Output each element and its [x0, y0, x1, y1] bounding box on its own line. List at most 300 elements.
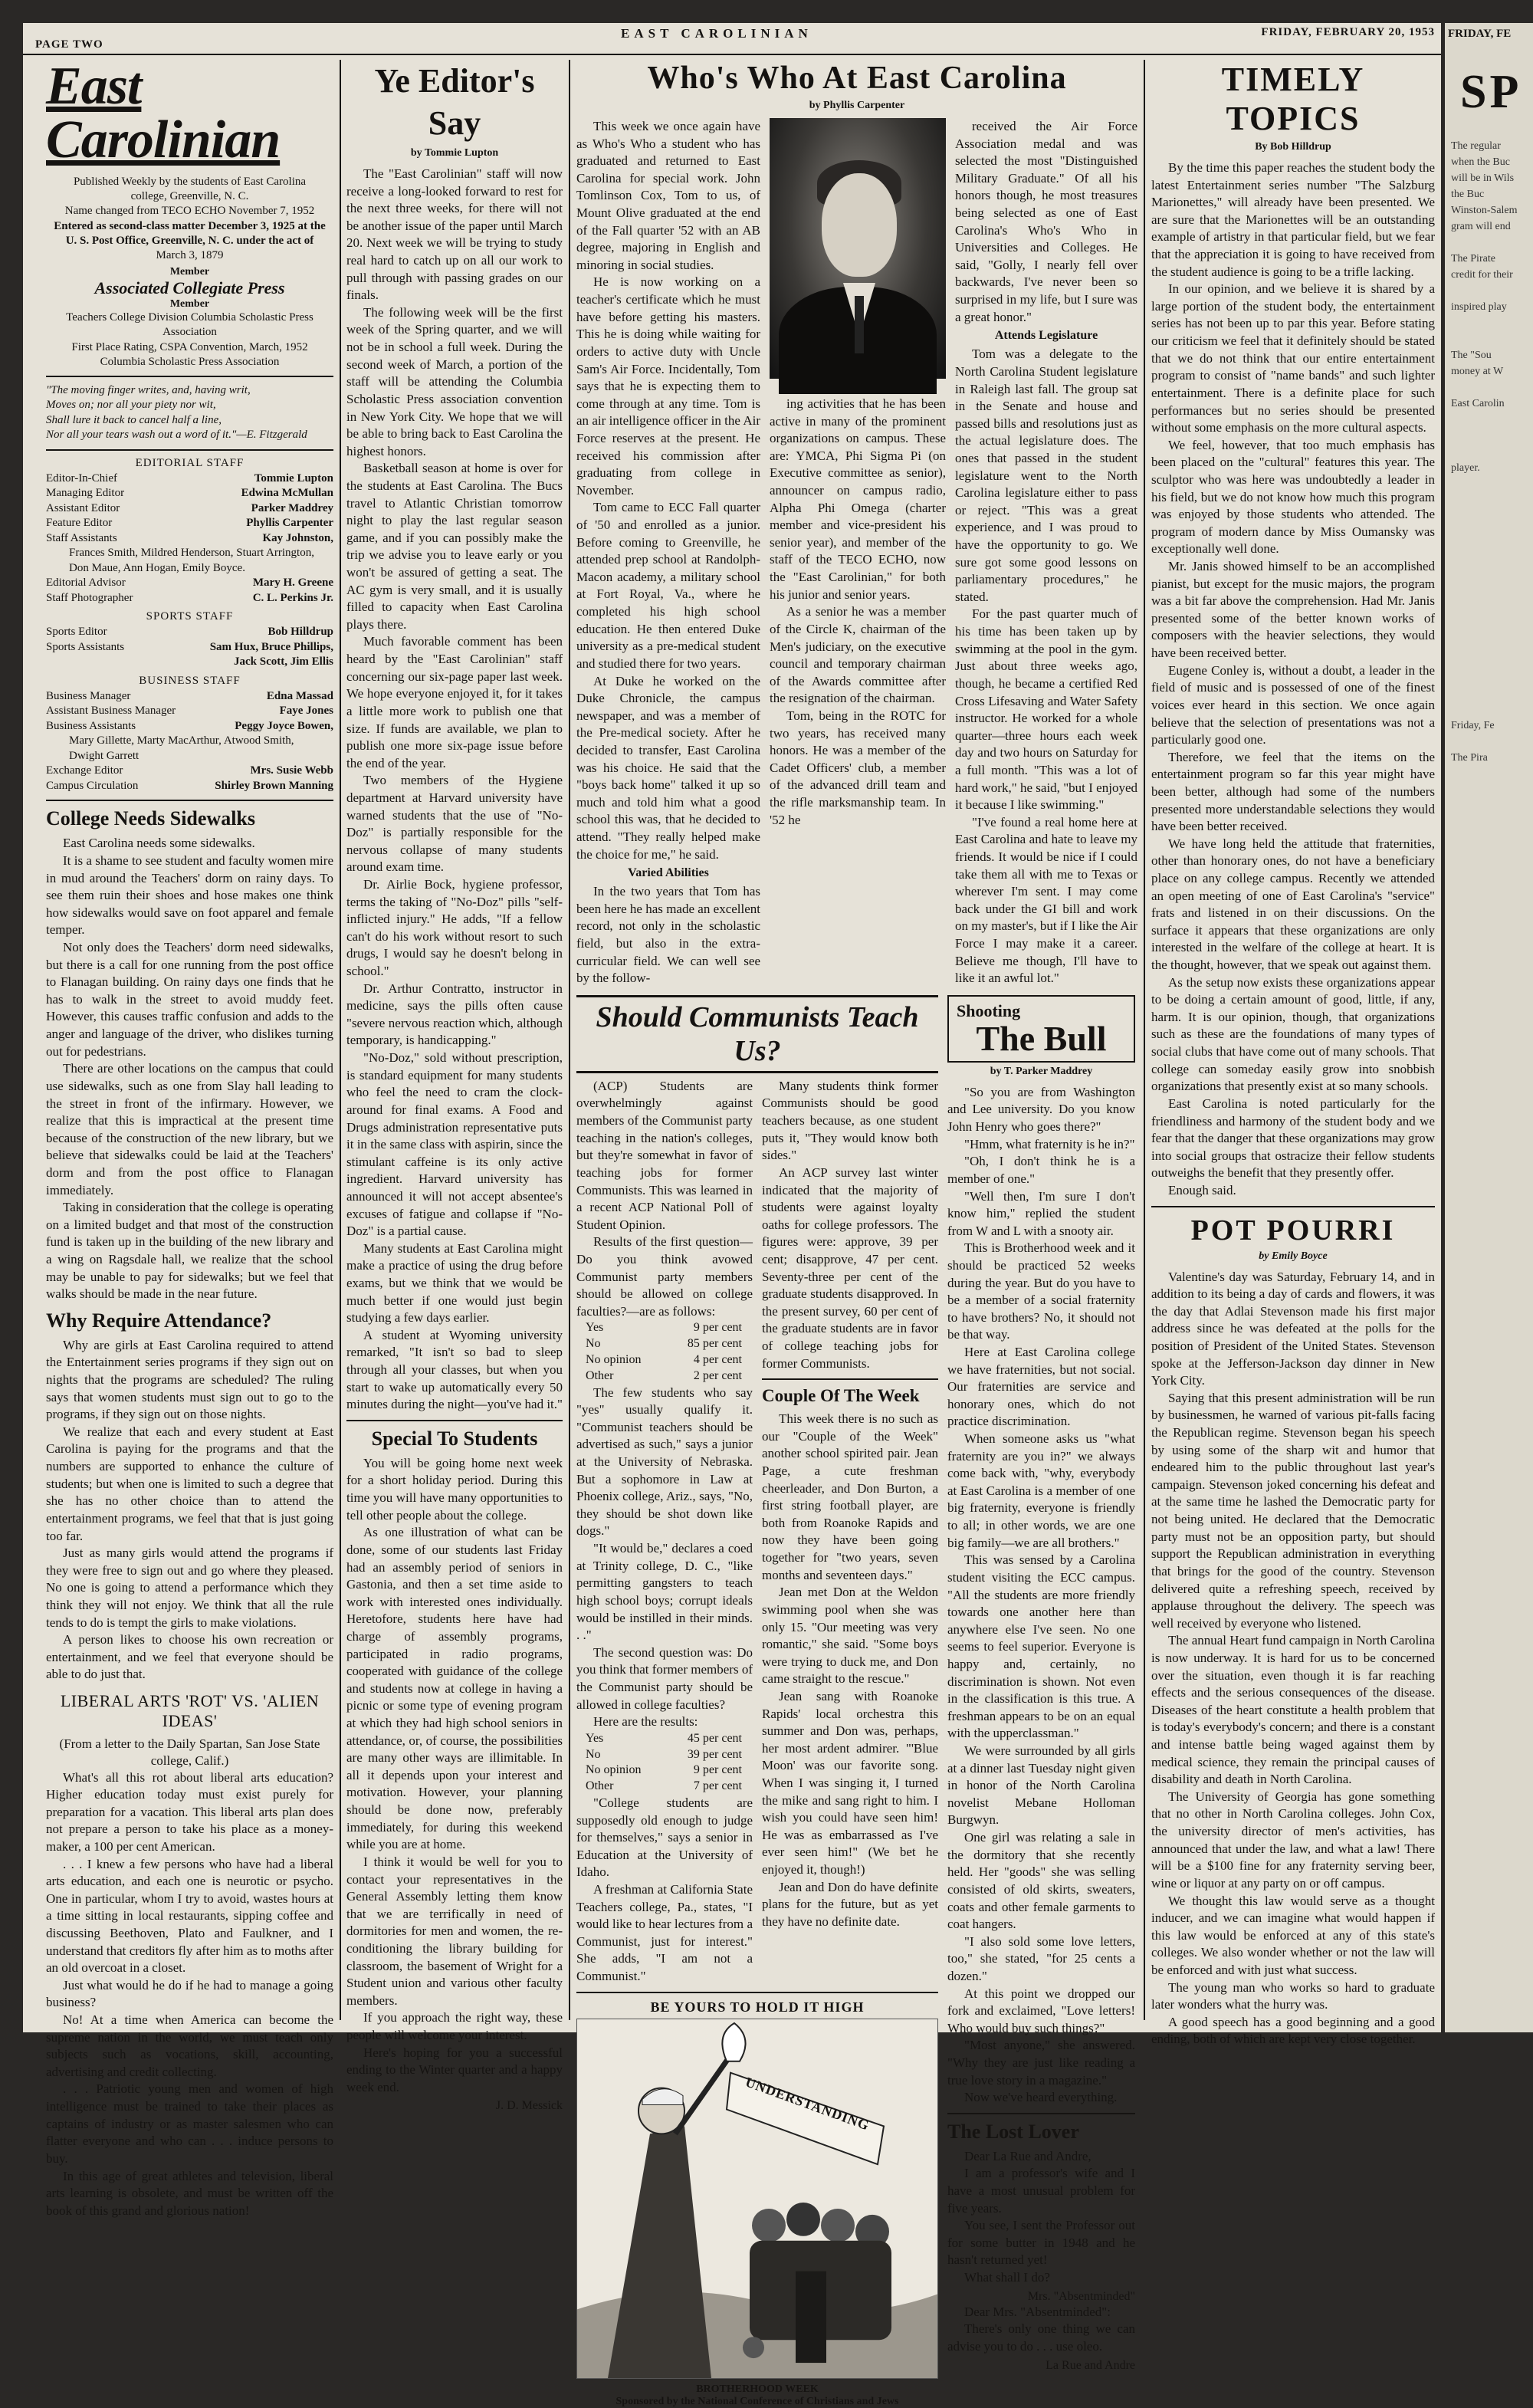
- quote-line: Shall lure it back to cancel half a line,: [46, 413, 222, 426]
- liberal-arts-paragraph: No! At a time when America can become the supreme nation in the world, we must teach only subjects such as vocations, skill, accounting, advertising and credit collecting.: [46, 2012, 333, 2079]
- poll-row: [586, 1368, 753, 1385]
- staff-row: [46, 516, 333, 531]
- editor-paragraph: The following week will be the first week of the Spring quarter, and we will not be in school a full week. During the second week of March, a portion of the staff will be attending the Columbia Scholastic Press association convention in New York City. We hope that we will be able to bring back to East Carolina the highest honors.: [346, 304, 563, 458]
- cartoon-sponsor: Sponsored by the National Conference of Christians and Jews: [615, 2395, 899, 2407]
- staff-role: Assistant Editor: [46, 501, 120, 514]
- running-title: EAST CAROLINIAN: [621, 26, 812, 41]
- staff-row: [46, 591, 333, 606]
- special-paragraph: I think it would be well for you to contact your representatives in the General Assembly letting them know that we are terrifically in need of dormitories for men and women, the re-conditioning the library building for classroom, the basement of Wright for a Student union and various other faculty members.: [346, 1854, 563, 2008]
- adjacent-page-line: [1451, 573, 1528, 589]
- adjacent-page-line: [1451, 508, 1528, 524]
- special-paragraph: As one illustration of what can be done, some of our students last Friday had an assembly period of seniors in Gastonia, and then a set time aside to work with interested ones individually. Heretofore, students here have had charge of assembly programs, participated in radio programs, cooperated with guidance of the college and students now at college in having a picnic or some type of evening program at which they had high school seniors in attendance, or, of course, the possibilities are many other ways are illimitable. In all it depends upon your interest and motivation. However, your planning should be done now, preferably immediately, for during this weekend while you are at home.: [346, 1525, 563, 1852]
- sidewalks-paragraph: It is a shame to see student and faculty women mire in mud around the Teachers' dorm on rainy days. To see them ruin their shoes and hose makes one think how sidewalks would save on foot apparel and female temper.: [46, 852, 333, 938]
- communists-paragraph: (ACP) Students are overwhelmingly against members of the Communist party teaching in the nation's colleges, but they're somewhat in favor of teaching jobs for former Communists. This was learned in a recent ACP National Poll of Student Opinion.: [576, 1078, 753, 1232]
- attendance-paragraph: Why are girls at East Carolina required to attend the Entertainment series programs if they sign out on nights that the programs are scheduled? The ruling says that women students must sign out to go to the programs, if they sign out on those nights.: [46, 1337, 333, 1422]
- column-masthead: [46, 57, 333, 2218]
- adjacent-page-line: Friday, Fe: [1451, 720, 1495, 731]
- staff-role: Staff Photographer: [46, 591, 133, 604]
- timely-paragraph: In our opinion, and we believe it is shared by a large portion of the student body, the entertainment series has not been up to par this year. Before stating our criticism we feel that it definitely should be stated that we do not think that our entire entertainment program to consist of "name bands" and such lighter entertainment. There is a definite place for such performances but no series should be presented without some emphasis on the more cultural aspects.: [1151, 281, 1435, 435]
- poll-label: No opinion: [586, 1352, 642, 1366]
- pot-pourri-paragraph: The annual Heart fund campaign in North Carolina is now underway. It is hard for us to be concerned over the situation, even though it is far reaching effects and the serious consequences of the disease. Diseases of the heart constitute a health problem that is today's everybody's concern; and there is a constant and intense battle being waged against them by medical science, they remain the principal causes of disability and death in North Carolina.: [1151, 1633, 1435, 1787]
- special-headline: Special To Students: [371, 1427, 538, 1450]
- poll-value: 7 per cent: [693, 1779, 742, 1793]
- sidewalks-paragraph: Taking in consideration that the college is operating on a limited budget and that most of the construction fund is taken up in the building of the new library and a wing on Ragsdale hall, we realize that the school may be unable to pay for sidewalks; but we feel that walks should be made in the near future.: [46, 1200, 333, 1302]
- poll-row: [586, 1779, 753, 1795]
- whos-who-headline: Who's Who At East Carolina: [647, 61, 1067, 96]
- poll-label: Other: [586, 1779, 614, 1793]
- poll-results-1: [576, 1320, 753, 1384]
- center-lower: [576, 995, 1137, 2408]
- communists-paragraph: The few students who say "yes" usually qualify it. "Communist teachers should be advertised as such," says a junior at the University of Nebraska. But a sophomore in Law at Phoenix college, Ariz., says, "No, they should be shot down like dogs.": [576, 1385, 753, 1539]
- column-rule: [1144, 60, 1145, 2020]
- poll-value: 9 per cent: [693, 1763, 742, 1777]
- pot-pourri-paragraph: The University of Georgia has gone something that no other in North Carolina colleges. John Cox, the university director of men's activities, has announced that under the law, and what a law! There will be a $100 fine for any fraternity serving beer, wine or liquor at any party on or off campus.: [1151, 1789, 1435, 1891]
- adjacent-page-line: [1451, 476, 1528, 492]
- whos-who-paragraph: As a senior he was a member of the Circle K, chairman of the Men's judiciary, on the executive council and temporary chairman of the Awards committee after the resignation of the chairman.: [770, 604, 946, 706]
- poll-label: Other: [586, 1368, 614, 1382]
- communists-paragraph: Many students think former Communists should be good teachers because, as one student puts it, "They would know both sides.": [762, 1078, 938, 1163]
- pot-pourri-paragraph: Valentine's day was Saturday, February 14, and in addition to its being a day of cards and flowers, it was the day that Adlai Stevenson made his first major address since he was defeated at the polls for the position of President of the United States. Stevenson spoke at the Jefferson-Jackson day dinner in New York City.: [1151, 1269, 1435, 1388]
- poll-row: [586, 1320, 753, 1336]
- newspaper-page: [23, 23, 1441, 2407]
- whos-who-paragraph: For the past quarter much of his time has been taken up by swimming at the pool in the gym. Just about three weeks ago, though, he became a certified Red Cross Lifesaving and Water Safety instructor. He worked for a whole quarter—three hours each week day and two hours on Saturday for a full month. "This was a lot of hard work," he said, "but I enjoyed it because I like swimming.": [955, 606, 1137, 813]
- adjacent-page-line: [1451, 379, 1528, 396]
- lost-lover-line: Mrs. "Absentminded": [1027, 2289, 1135, 2303]
- staff-row: [46, 764, 333, 779]
- divider: [46, 376, 333, 377]
- communists-paragraph: Results of the first question—Do you think avowed Communist party members should be allowed on college faculties?—are as follows:: [576, 1234, 753, 1319]
- bull-paragraph: "I also sold some love letters, too," she stated, "for 25 cents a dozen.": [947, 1933, 1135, 1983]
- adjacent-page-line: [1451, 605, 1528, 621]
- column-rule: [340, 60, 341, 2020]
- adjacent-page-line: [1451, 685, 1528, 701]
- adjacent-page-line: credit for their: [1451, 269, 1513, 281]
- lost-lover-line: Dear Mrs. "Absentminded":: [964, 2304, 1111, 2319]
- adjacent-page-line: [1451, 412, 1528, 428]
- bull-header-box: [947, 995, 1135, 1063]
- assoc-line: First Place Rating, CSPA Convention, March, 1952: [71, 340, 308, 353]
- lost-lover-line: There's only one thing we can advise you to do . . . use oleo.: [947, 2321, 1135, 2354]
- poll-value: 9 per cent: [693, 1321, 742, 1335]
- staff-name: Phyllis Carpenter: [246, 517, 333, 530]
- bull-title: The Bull: [976, 1018, 1107, 1058]
- editor-headline: [346, 60, 563, 144]
- staff-row: [46, 640, 333, 655]
- timely-topics-headline: TIMELY TOPICS: [1221, 61, 1365, 137]
- adjacent-page-line: player.: [1451, 462, 1480, 474]
- staff-role: Business Assistants: [46, 719, 136, 732]
- poll-value: 4 per cent: [693, 1352, 742, 1366]
- adjacent-page-line: [1451, 621, 1528, 637]
- staff-role: Feature Editor: [46, 517, 113, 530]
- poll-label: No: [586, 1337, 601, 1351]
- attendance-paragraph: We realize that each and every student at East Carolina is paying for the programs and that the numbers are supported to enhance the culture of students; but when one is limited to such a degree that she has no other choice than to attend the entertainment programs, we feel that that is just going too far.: [46, 1424, 333, 1543]
- staff-names-line: Dwight Garrett: [69, 749, 140, 762]
- communists-paragraph: An ACP survey last winter indicated that the majority of students were against loyalty oaths for college professors. The figures were: approve, 39 per cent; disapprove, 47 per cent. Seventy-three per cent of the graduate students disapproved. In the present survey, 60 per cent of the graduate students are in favor of college teaching jobs for former Communists.: [762, 1165, 938, 1371]
- adjacent-page-line: money at W: [1451, 366, 1504, 377]
- timely-paragraph: By the time this paper reaches the student body the latest Entertainment series number "The Salzburg Marionettes," will already have been presented. We are sure that the Marionettes will be an outstanding example of artistry in that particular field, but we fear that the appreciation it is going to have received from the student audience is going to be a trifle lacking.: [1151, 160, 1435, 279]
- publication-info: [46, 175, 333, 263]
- staff-name: Mrs. Susie Webb: [250, 764, 333, 777]
- adjacent-page-date: FRIDAY, FE: [1448, 28, 1512, 40]
- center-lower-left: [576, 995, 938, 2408]
- staff-role: Sports Assistants: [46, 640, 125, 653]
- whos-who-paragraph: ing activities that he has been active in many of the prominent organizations on campus. These are: YMCA, Phi Sigma Pi (on Executive committee as senior), announcer on campus radio, Alpha Phi Omega (charter member and vice-president his senior year), and member of the staff of the TECO ECHO, now the "East Carolinian," for both his junior and senior years.: [770, 396, 946, 602]
- adjacent-page-line: [1451, 701, 1528, 718]
- adjacent-page-line: The "Sou: [1451, 350, 1492, 361]
- bull-paragraph: "So you are from Washington and Lee university. Do you know John Henry who goes there?": [947, 1084, 1135, 1135]
- sidewalks-headline: College Needs Sidewalks: [46, 807, 255, 830]
- poll-results-2: [576, 1731, 753, 1795]
- page-number: PAGE TWO: [35, 38, 103, 51]
- whos-who-paragraph: He is now working on a teacher's certificate which he must have before getting his masters. This he is doing while waiting for orders to active duty with Uncle Sam's Air Force. Incidentally, Tom says that he is expecting them to come through at any time. Tom is an air intelligence officer in the Air Force reserves at the present. He received his commission after graduating from college in November.: [576, 274, 760, 498]
- lost-lover-line: I am a professor's wife and I have a most unusual problem for five years.: [947, 2166, 1135, 2216]
- editor-paragraph: Basketball season at home is over for the students at East Carolina. The Bucs travel to Atlantic Christian tomorrow night to play the last regular season game, and if you can possibly make the trip we advise you to leave early or you won't be assured of getting a seat. The AC gym is very small, and it is usually filled to capacity when East Carolina plays there.: [346, 461, 563, 632]
- adjacent-page-line: [1451, 283, 1528, 299]
- staff-name: Edwina McMullan: [241, 487, 333, 500]
- divider: [762, 1378, 938, 1380]
- timely-paragraph: East Carolina is noted particularly for the friendliness and harmony of the student body and we fear that the danger that these organizations may grow into social groups that ostracize their fellow students outweighs the benefit that they presently offer.: [1151, 1096, 1435, 1181]
- couple-paragraph: Jean and Don do have definite plans for the future, but as yet they have no definite date.: [762, 1879, 938, 1929]
- communists-body: [576, 1078, 938, 1986]
- staff-role: Campus Circulation: [46, 779, 139, 792]
- bull-paragraph: Here at East Carolina college we have fraternities, but not social. Our fraternities are service and honorary ones, which do not practice discrimination.: [947, 1345, 1135, 1429]
- staff-row: [46, 576, 333, 591]
- whos-who-paragraph: "I've found a real home here at East Carolina and hate to leave my friends. It would be nice if I could take them all with me to Texas or wherever I'm sent. I may come back under the GI bill and work on my master's, but if I like the Air Force I may make it a career. Believe me though, I'll have to like it an awful lot.": [955, 814, 1137, 986]
- pub-line: Entered as second-class matter December 3, 1925 at the: [54, 219, 326, 232]
- adjacent-page-line: [1451, 524, 1528, 540]
- attendance-paragraph: Just as many girls would attend the programs if they were free to sign out and go where they pleased. No one is going to attend a performance which they think they will not enjoy. We think that all the rule tends to do is tempt the girls to make violations.: [46, 1546, 333, 1630]
- pot-pourri-headline: POT POURRI: [1190, 1214, 1396, 1247]
- staff-role: Exchange Editor: [46, 764, 123, 777]
- cartoon-footer: BROTHERHOOD WEEK: [696, 2383, 819, 2395]
- adjacent-page-line: [1451, 653, 1528, 669]
- adjacent-page-line: [1451, 492, 1528, 508]
- editor-paragraph: Many students at East Carolina might make a practice of using the drug before exams, but we think that we would be much better if one would just begin studying a few days earlier.: [346, 1240, 563, 1326]
- poll-label: No opinion: [586, 1763, 642, 1777]
- sidewalks-paragraph: There are other locations on the campus that could use sidewalks, such as one from Slay hall leading to the street in front of the infirmary. However, we realize that this is impractical at the present time because of the construction of the new library, but we believe that sidewalks could be laid at the Teachers' dorm and from the post office to Flanagan immediately.: [46, 1061, 333, 1197]
- poll-row: [586, 1731, 753, 1747]
- staff-row: [46, 689, 333, 705]
- assoc-line: Association: [162, 326, 217, 339]
- assoc-line: Teachers College Division Columbia Scholastic Press: [66, 311, 313, 324]
- couple-paragraph: This week there is no such as our "Couple of the Week" another school spirited pair. Jean Page, a cute freshman cheerleader, and Don Burton, a first string football player, are both from Roanoke Rapids and now they have been going together for "two years, seven months and seventeen days.": [762, 1411, 938, 1582]
- liberal-arts-paragraph: . . . Patriotic young men and women of high intelligence must be trained to take their places as captains of industry or as master salesmen who can flatter everyone and who can . . . induce persons to buy.: [46, 2081, 333, 2166]
- member-label: Member: [169, 266, 210, 278]
- timely-paragraph: We have long held the attitude that fraternities, other than honorary ones, do not have a beneficiary place on any college campus. Recently we attended an open meeting of one of East Carolina's "service" frats and listened in on their discussions. On the surface it appears that these organizations are only interested in the welfare of the college at heart. It is the thought, however, that we speak out against them.: [1151, 836, 1435, 973]
- divider: [576, 1992, 938, 1993]
- column-center: [576, 60, 1137, 2407]
- adjacent-page-line: [1451, 235, 1528, 251]
- assoc-line: Columbia Scholastic Press Association: [100, 355, 280, 368]
- staff-name: Jack Scott, Jim Ellis: [234, 655, 333, 669]
- pot-pourri-paragraph: Saying that this present administration will be run by businessmen, he warned of various pit-falls facing the Republican regime. Stevenson began his speech by using some of the sharp wit and humor that endeared him to the public throughout last year's campaign. Stevenson joked concerning his defeat and at the same time he lashed the Democratic party for not being united. He declared that the Democratic party must not be an opposition party, but should support the Republican administration in everything that brings for the good of the country. Stevenson delivered quite a refreshing speech, received by applause throughout the delivery. The speech was well received by everyone who listened.: [1151, 1390, 1435, 1631]
- bull-paragraph: This is Brotherhood week and it should be practiced 52 weeks during the year. But do you have to be a member of a social fraternity to have brothers? No, it should not be that way.: [947, 1240, 1135, 1342]
- lost-lover-line: What shall I do?: [964, 2270, 1050, 2285]
- whos-who-subhead: Attends Legislature: [994, 329, 1098, 343]
- adjacent-page-line: will be in Wils: [1451, 172, 1515, 184]
- staff-names-line: Frances Smith, Mildred Henderson, Stuart Arrington,: [69, 547, 314, 560]
- column-editor: [346, 60, 563, 2113]
- communists-paragraph: "It would be," declares a coed at Trinity college, D. C., "like permitting gangsters to teach high school boys; corrupt ideals would be instilled in their minds. . .": [576, 1541, 753, 1643]
- staff-names: [46, 734, 333, 764]
- adjacent-page-edge: [1445, 23, 1533, 2032]
- poll-value: 85 per cent: [687, 1337, 742, 1351]
- adjacent-page-line: when the Buc: [1451, 156, 1510, 168]
- poll-row: [586, 1762, 753, 1779]
- whos-who-byline: by Phyllis Carpenter: [809, 100, 905, 111]
- timely-paragraph: Eugene Conley is, without a doubt, a leader in the field of music and is possessed of one of the finest voices ever heard in this section. We once again believe that the selection of presentations was not a particularly good one.: [1151, 662, 1435, 747]
- sidewalks-paragraph: Not only does the Teachers' dorm need sidewalks, but there is a call for one running from the post office to Flanagan building. On rainy days one finds that he has to walk in the street to avoid muddy feet. However, this causes traffic confusion and adds to the anger and language of the driver, who dislikes turning out for pedestrians.: [46, 940, 333, 1059]
- staff-row: [46, 779, 333, 794]
- bull-paragraph: We were surrounded by all girls at a dinner last Tuesday night given in honor of the North Carolina novelist Mebane Holloman Burgwyn.: [947, 1743, 1135, 1828]
- liberal-arts-paragraph: What's all this rot about liberal arts education? Higher education today must exist purely for preparation for a vacation. This liberal arts plan does not prepare a person to take his place as a money-maker, a 100 per cent American.: [46, 1769, 333, 1854]
- adjacent-page-line: [1451, 557, 1528, 573]
- adjacent-page-line: Winston-Salem: [1451, 205, 1518, 216]
- editor-paragraph: The "East Carolinian" staff will now receive a long-looked forward to rest for the next three weeks, for there will not be another issue of the paper until March 20. Next week we will be trying to study real hard to catch up on all our work to pull through with passing grades on our finals.: [346, 166, 563, 303]
- whos-who-body: [576, 118, 1137, 987]
- masthead-title: East Carolinian: [46, 57, 281, 169]
- staff-name: Shirley Brown Manning: [215, 779, 333, 792]
- bull-paragraph: "Oh, I don't think he is a member of one.": [947, 1154, 1135, 1186]
- staff-row: [46, 531, 333, 547]
- sports-staff-heading: SPORTS STAFF: [146, 610, 234, 623]
- poll-value: 39 per cent: [687, 1747, 742, 1761]
- couple-headline: Couple Of The Week: [762, 1386, 920, 1406]
- bull-paragraph: Now we've heard everything.: [964, 2090, 1118, 2105]
- communists-headline: Should Communists Teach Us?: [576, 995, 938, 1073]
- bull-paragraph: This was sensed by a Carolina student visiting the ECC campus. "All the students are more friendly towards one another here than anywhere else I've seen. No one seems to feel superior. Everyone is happy and, certainly, no discrimination is shown. Not even in the classification is this true. A freshman appears to be on an equal with the upperclassman.": [947, 1552, 1135, 1741]
- adjacent-page-line: [1451, 428, 1528, 444]
- divider: [46, 800, 333, 801]
- special-paragraph: If you approach the right way, these people will welcome your interest.: [346, 2010, 563, 2042]
- page-header: [23, 23, 1441, 55]
- staff-row: [46, 655, 333, 670]
- pot-pourri-paragraph: We thought this law would serve as a thought inducer, and we can imagine what would happen if this law would be enforced at any of this state's colleges. We also wonder whether or not the law will be enforced and with just what success.: [1151, 1893, 1435, 1977]
- quote-line: Nor all your tears wash out a word of it."—E. Fitzgerald: [46, 429, 307, 442]
- pub-line: college, Greenville, N. C.: [130, 190, 249, 203]
- communists-paragraph: Here are the results:: [593, 1714, 698, 1730]
- whos-who-subhead: Varied Abilities: [628, 866, 709, 880]
- adjacent-page-line: [1451, 669, 1528, 685]
- staff-row: [46, 471, 333, 487]
- divider: [1151, 1206, 1435, 1207]
- pot-pourri-paragraph: A good speech has a good beginning and a good ending, both of which are kept very close together.: [1151, 2014, 1435, 2047]
- staff-role: Managing Editor: [46, 487, 125, 500]
- timely-paragraph: We feel, however, that too much emphasis has been placed on the "cultural" features this year. The sculptor who was here was undoubtedly a leader in his field, but we do not know how much this program was enjoyed by those students who attended. The program of modern dance by Miss Oumansky was exceptionally well done.: [1151, 437, 1435, 557]
- staff-name: C. L. Perkins Jr.: [252, 591, 333, 604]
- staff-row: [46, 719, 333, 734]
- liberal-arts-headline: LIBERAL ARTS 'ROT' VS. 'ALIEN IDEAS': [60, 1691, 320, 1731]
- special-paragraph: Here's hoping for you a successful ending to the Winter quarter and a happy week end.: [346, 2045, 563, 2094]
- timely-topics-byline: By Bob Hilldrup: [1255, 141, 1331, 153]
- brotherhood-cartoon: [576, 2019, 938, 2379]
- communists-col-left: [576, 1078, 753, 1986]
- adjacent-page-text: [1451, 138, 1528, 766]
- adjacent-page-headline: SP: [1460, 66, 1522, 118]
- editor-paragraph: "No-Doz," sold without prescription, is standard equipment for many students who feel the need to cram the clock-around for final exams. A Food and Drugs administration representative puts it in the same class with aspirin, since the stimulant caffeine is its only active ingredient. Harvard university has announced it will not accept absentee's excuses of fatigue and collapse if "No-Doz" is a partial cause.: [346, 1050, 563, 1239]
- adjacent-page-line: inspired play: [1451, 301, 1507, 313]
- staff-name: Edna Massad: [266, 689, 333, 702]
- editor-paragraph: Dr. Arthur Contratto, instructor in medicine, says the pills often cause "severe nervous reaction which, although temporary, is handicapping.": [346, 981, 563, 1048]
- whos-who-col-middle: [770, 118, 946, 987]
- staff-names: [46, 546, 333, 576]
- lost-lover-line: Dear La Rue and Andre,: [964, 2148, 1091, 2163]
- business-staff-heading: BUSINESS STAFF: [139, 674, 241, 687]
- tom-cox-photo: [770, 118, 946, 379]
- fitzgerald-quote: [46, 383, 333, 443]
- association-info: [46, 310, 333, 370]
- adjacent-page-line: the Buc: [1451, 189, 1485, 200]
- communists-paragraph: A freshman at California State Teachers college, Pa., states, "I would like to hear lectures from a Communist, just for interest." She adds, "I am not a Communist.": [576, 1882, 753, 1984]
- staff-names-line: Don Maue, Ann Hogan, Emily Boyce.: [69, 561, 245, 574]
- staff-name: Parker Maddrey: [251, 501, 333, 514]
- whos-who-paragraph: Tom was a delegate to the North Carolina Student legislature in Raleigh last fall. The group sat in the Senate and house and passed bills and resolutions just as the actual legislature does. The ones that passed in the student legislature went to the North Carolina legislature either to pass or reject. "This was a great experience, and I was proud to have the opportunity to go. We sure got some good lessons on parliamentary procedures," he stated.: [955, 347, 1137, 604]
- cartoon-illustration: [577, 2019, 937, 2378]
- editor-headline-line: Say: [428, 104, 481, 142]
- adjacent-page-line: [1451, 331, 1528, 347]
- bull-paragraph: "Well then, I'm sure I don't know him," replied the student from W and L with a snooty air.: [947, 1188, 1135, 1238]
- column-rule: [569, 60, 570, 2020]
- divider: [346, 1420, 563, 1421]
- adjacent-page-line: [1451, 444, 1528, 460]
- pot-pourri-paragraph: The young man who works so hard to graduate later wonders what the hurry was.: [1151, 1979, 1435, 2012]
- editor-paragraph: Much favorable comment has been heard by the "East Carolinian" staff concerning our six-page paper last week. We hope everyone enjoyed it, for it takes a little more work to publish one that size. If funds are available, we plan to publish one more six-page issue before the end of the year.: [346, 634, 563, 770]
- pot-pourri-byline: by Emily Boyce: [1259, 1250, 1328, 1262]
- divider: [947, 2113, 1135, 2114]
- bull-paragraph: "Most anyone," she answered. "Why they are just like reading a true love story in a magazine.": [947, 2038, 1135, 2088]
- poll-label: Yes: [586, 1731, 604, 1745]
- center-lower-right: [947, 995, 1135, 2408]
- poll-label: Yes: [586, 1321, 604, 1335]
- poll-value: 45 per cent: [687, 1731, 742, 1745]
- staff-row: [46, 501, 333, 517]
- liberal-arts-source: (From a letter to the Daily Spartan, San Jose State college, Calif.): [59, 1736, 320, 1768]
- editor-paragraph: Two members of the Hygiene department at Harvard university have warned students that the use of "No-Doz" is partially responsible for the nervous collapse of many students around exam time.: [346, 773, 563, 875]
- couple-paragraph: Jean met Don at the Weldon swimming pool when she was only 15. "Our meeting was very romantic," she said. "Some boys were trying to duck me, and Don came straight to the rescue.": [762, 1585, 938, 1687]
- timely-paragraph: Therefore, we feel that the items on the entertainment program so far this year might have been better, although had some of the numbers presented more understandable selections they would have been better received.: [1151, 749, 1435, 834]
- bull-byline: by T. Parker Maddrey: [990, 1065, 1093, 1077]
- whos-who-paragraph: This week we once again have as Who's Who a student who has graduated and returned to East Carolina for special work. John Tomlinson Cox, Tom to us, of Mount Olive graduated at the end of the Fall quarter '52 with an AB degree, majoring in English and minoring in social studies.: [576, 119, 760, 272]
- bull-paragraph: At this point we dropped our fork and exclaimed, "Love letters! Who would buy such things?": [947, 1986, 1135, 2035]
- whos-who-paragraph: Tom, being in the ROTC for two years, has received many honors. He was a member of the Cadet Officers' club, a member of the advanced drill team and the rifle marksmanship team. In '52 he: [770, 708, 946, 827]
- lost-lover-signature: La Rue and Andre: [1046, 2358, 1135, 2372]
- staff-role: Editorial Advisor: [46, 577, 126, 590]
- staff-row: [46, 625, 333, 640]
- special-signature: J. D. Messick: [495, 2099, 563, 2113]
- pub-line: Name changed from TECO ECHO November 7, 1952: [64, 205, 315, 218]
- timely-paragraph: As the setup now exists these organizations appear to be doing a certain amount of good, little, if any, harm. It is our opinion, though, that organizations such as these are the foundations of many types of social clubs that have come out of many schools. That college can someday easily grow into snobbish organizations that presently exist at so many schools.: [1151, 974, 1435, 1094]
- adjacent-page-line: The Pirate: [1451, 253, 1495, 264]
- editorial-staff-heading: EDITORIAL STAFF: [135, 456, 245, 469]
- adjacent-page-line: The regular: [1451, 140, 1501, 152]
- communists-paragraph: The second question was: Do you think that former members of the Communist party should be allowed in college faculties?: [576, 1644, 753, 1712]
- editor-paragraph: A student at Wyoming university remarked, "It isn't so bad to sleep through all your classes, but when you start to wake up automatically every 50 minutes during the night—you've had it.": [346, 1327, 563, 1412]
- staff-name: Mary H. Greene: [252, 577, 333, 590]
- quote-line: "The moving finger writes, and, having writ,: [46, 383, 251, 396]
- bull-paragraph: When someone asks us "what fraternity are you in?" we always come back with, "why, everybody at East Carolina is a member of one big fraternity, everyone is friendly to all; in other words, we are one big family—we are all brothers.": [947, 1431, 1135, 1550]
- column-topics: [1151, 60, 1435, 2047]
- editor-headline-line: Ye Editor's: [374, 62, 535, 100]
- liberal-arts-paragraph: Just what would he do if he had to manage a going business?: [46, 1977, 333, 2010]
- whos-who-col-left: [576, 118, 760, 987]
- staff-name: Bob Hilldrup: [268, 626, 333, 639]
- attendance-headline: Why Require Attendance?: [46, 1309, 272, 1332]
- pub-line: Published Weekly by the students of East Carolina: [73, 176, 307, 188]
- staff-row: [46, 486, 333, 501]
- staff-role: Assistant Business Manager: [46, 705, 176, 718]
- attendance-paragraph: A person likes to choose his own recreation or entertainment, and we feel that everyone should be able to do just that.: [46, 1632, 333, 1682]
- communists-paragraph: "College students are supposedly old enough to judge for themselves," says a senior in Education at the University of Idaho.: [576, 1795, 753, 1880]
- liberal-arts-paragraph: In this age of great athletes and television, liberal arts learning is obsolete, and must be written off the book of this grand and glorious nation!: [46, 2168, 333, 2218]
- cartoon-title: BE YOURS TO HOLD IT HIGH: [650, 1999, 865, 2015]
- whos-who-col-right: [955, 118, 1137, 987]
- understanding-banner: UNDERSTANDING: [743, 2074, 872, 2134]
- bull-label: Shooting: [957, 1000, 1021, 1020]
- divider: [46, 449, 333, 451]
- adjacent-page-line: [1451, 589, 1528, 605]
- special-paragraph: You will be going home next week for a short holiday period. During this time you will have many opportunities to tell other people about the college.: [346, 1455, 563, 1523]
- member-label: Member: [169, 298, 210, 310]
- staff-name: Kay Johnston,: [262, 531, 333, 544]
- pub-line: March 3, 1879: [156, 248, 224, 261]
- adjacent-page-line: [1451, 315, 1528, 331]
- staff-name: Sam Hux, Bruce Phillips,: [209, 640, 333, 653]
- couple-paragraph: Jean sang with Roanoke Rapids' local orchestra this summer and Don was, perhaps, her most ardent admirer. "'Blue Moon' was our favorite song. When I was singing it, I turned the mike and sang right to him. I wish you could have seen him! He was as embarrassed as I've ever seen him!" (We bet he enjoyed it, though!): [762, 1688, 938, 1877]
- editor-byline: by Tommie Lupton: [410, 147, 499, 159]
- quote-line: Moves on; nor all your piety nor wit,: [46, 399, 216, 412]
- whos-who-paragraph: received the Air Force Association medal and was selected the most "Distinguished Military Graduate." Of all his honors though, he most treasures being selected as one of East Carolina's Who's Who in Universities and Colleges. He said, "Golly, I nearly fell over backwards, I've never been so surprised in my life, but I sure was a great honor.": [955, 119, 1137, 324]
- staff-role: Staff Assistants: [46, 531, 117, 544]
- staff-name: Peggy Joyce Bowen,: [235, 719, 333, 732]
- lost-lover-headline: The Lost Lover: [947, 2120, 1079, 2143]
- adjacent-page-line: gram will end: [1451, 221, 1511, 232]
- adjacent-page-line: The Pira: [1451, 752, 1488, 764]
- editor-paragraph: Dr. Airlie Bock, hygiene professor, terms the taking of "No-Doz" pills "self-inflicted injury." He adds, "If a fellow can't do his work without resort to such drugs, I would say he doesn't belong in school.": [346, 876, 563, 979]
- bull-paragraph: One girl was relating a sale in the dormitory that she recently held. Her "goods" she was selling consisted of old skirts, sweaters, coats and other female garments to coat hangers.: [947, 1830, 1135, 1932]
- poll-value: 2 per cent: [693, 1368, 742, 1382]
- adjacent-page-line: East Carolin: [1451, 398, 1505, 409]
- poll-row: [586, 1747, 753, 1763]
- liberal-arts-paragraph: . . . I knew a few persons who have had a liberal arts education, and each one is neurotic or psycho. One in particular, whom I try to avoid, wastes hours at a time sitting in local restaurants, sipping coffee and discussing Beethoven, Plato and Faulkner, and I understand that creditors fly after him as to moths after an old overcoat in a closet.: [46, 1856, 333, 1976]
- whos-who-paragraph: Tom came to ECC Fall quarter of '50 and enrolled as a junior. Before coming to Greenville, he attended prep school at Randolph-Macon academy, a military school at Fort Royal, Va., where he completed his high school education. He then entered Duke university as a pre-medical student and studied there for two years.: [576, 500, 760, 671]
- acp-logo: Associated Collegiate Press: [94, 278, 285, 298]
- pub-line: U. S. Post Office, Greenville, N. C. under the act of: [65, 234, 314, 247]
- communists-col-right: [762, 1078, 938, 1986]
- bull-paragraph: "Hmm, what fraternity is he in?": [964, 1136, 1135, 1151]
- adjacent-page-line: [1451, 540, 1528, 557]
- whos-who-paragraph: In the two years that Tom has been here he has made an excellent record, not only in the scholastic field, but also in the extra-curricular field. We can well see by the follow-: [576, 884, 760, 986]
- staff-names-line: Mary Gillette, Marty MacArthur, Atwood Smith,: [69, 734, 294, 747]
- staff-role: Sports Editor: [46, 626, 107, 639]
- staff-role: Business Manager: [46, 689, 131, 702]
- staff-role: Editor-In-Chief: [46, 471, 118, 485]
- sidewalks-paragraph: East Carolina needs some sidewalks.: [63, 836, 255, 851]
- issue-date: FRIDAY, FEBRUARY 20, 1953: [1261, 26, 1435, 38]
- timely-paragraph: Mr. Janis showed himself to be an accomplished pianist, but except for the music majors, the program was a bit far above the comprehension. Had Mr. Janis presented some of the better known works of composers with the heavier selections, they would have been received better.: [1151, 559, 1435, 661]
- staff-name: Tommie Lupton: [254, 471, 333, 485]
- poll-row: [586, 1352, 753, 1368]
- adjacent-page-line: [1451, 637, 1528, 653]
- poll-row: [586, 1336, 753, 1352]
- staff-name: Faye Jones: [279, 705, 333, 718]
- staff-row: [46, 704, 333, 719]
- adjacent-page-line: [1451, 734, 1528, 750]
- poll-label: No: [586, 1747, 601, 1761]
- lost-lover-line: You see, I sent the Professor out for some butter in 1948 and he hasn't returned yet!: [947, 2218, 1135, 2268]
- timely-paragraph: Enough said.: [1168, 1182, 1236, 1197]
- whos-who-paragraph: At Duke he worked on the Duke Chronicle, the campus newspaper, and was a member of the Pre-medical society. After he decided to transfer, East Carolina was his choice. He said that the "boys back home" talked it up so much and told him what a good school this was, that he decided to attend. "They really helped make the choice for me," he said.: [576, 673, 760, 862]
